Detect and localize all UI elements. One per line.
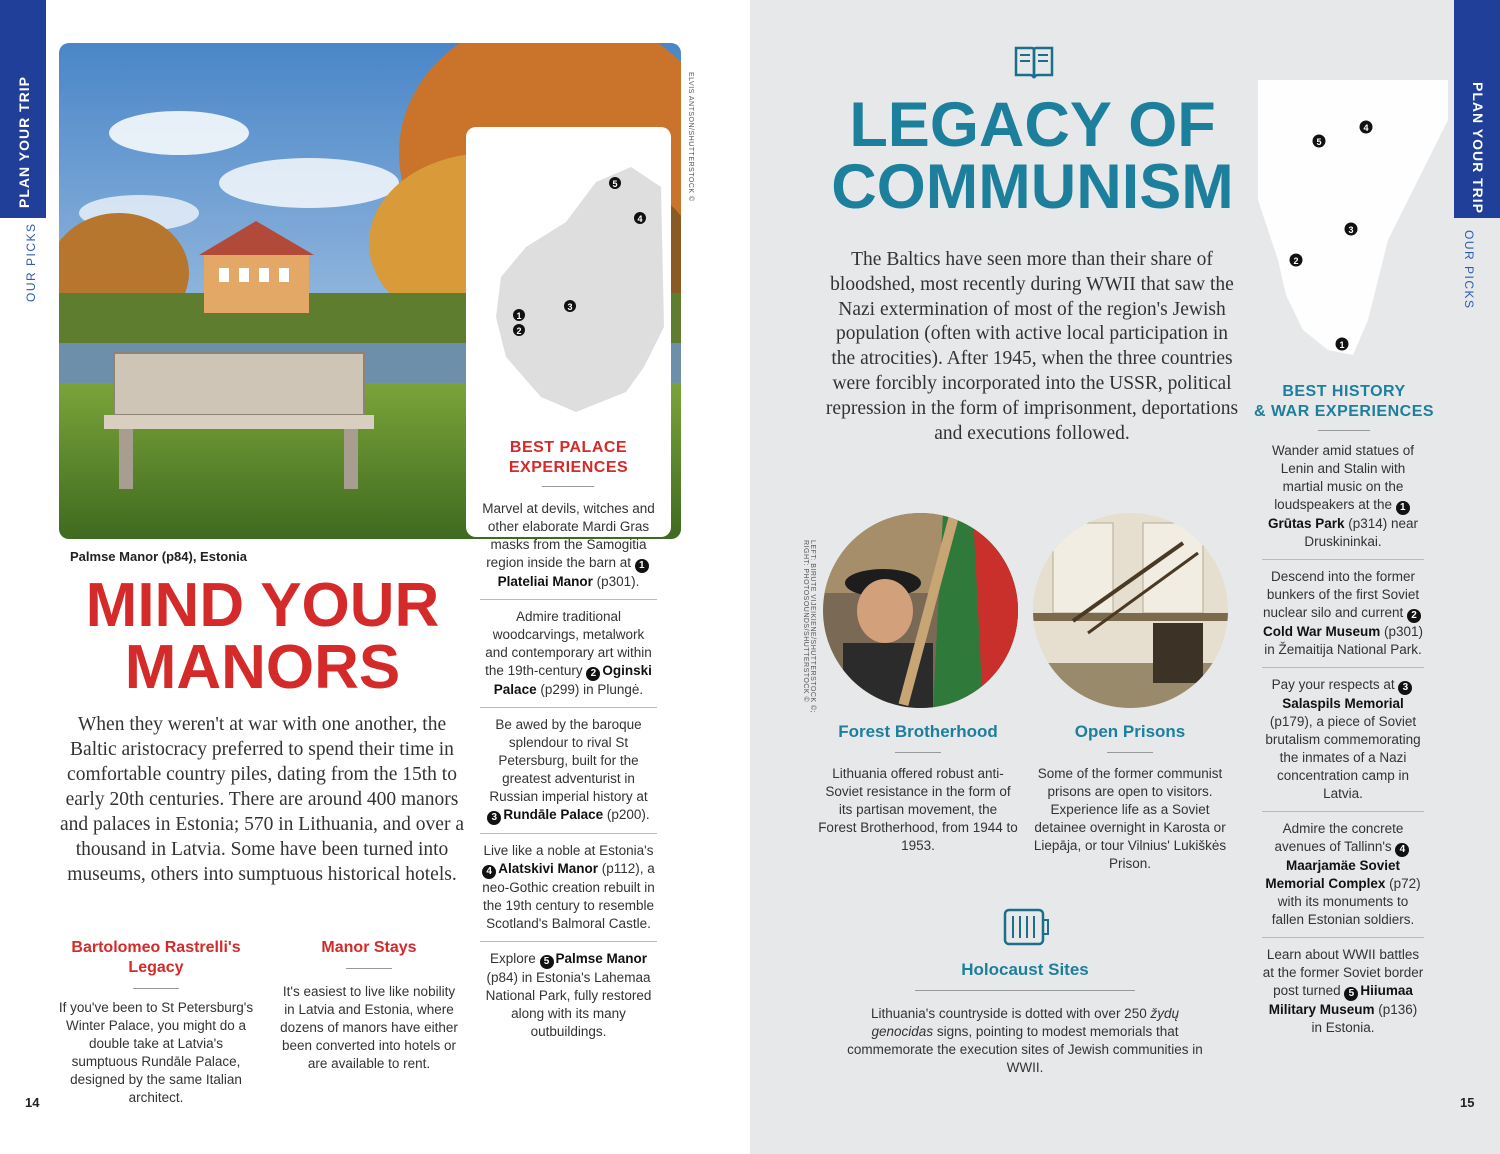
manor-stays-title: Manor Stays (321, 939, 417, 956)
page-number: 15 (1460, 1095, 1475, 1110)
pick-number-badge: 4 (1395, 843, 1409, 857)
photo-caption: Palmse Manor (p84), Estonia (70, 549, 247, 564)
pick-item (1262, 667, 1424, 811)
map-marker-2: 2 (516, 326, 522, 336)
pick-place-name: Plateliai Manor (497, 574, 593, 589)
pick-number-badge: 5 (1344, 987, 1358, 1001)
pick-text: (p84) in Estonia's Lahemaa National Park, fully restored along with its many outbuildings. (485, 970, 652, 1039)
rastrelli-title: Bartolomeo Rastrelli's Legacy (71, 939, 241, 976)
baltic-map (1258, 80, 1448, 370)
pick-number-badge: 2 (1407, 609, 1421, 623)
pick-place-name: Palmse Manor (555, 951, 648, 966)
page-title: MIND YOUR MANORS (85, 571, 440, 702)
map-marker-3: 3 (567, 302, 573, 312)
manor-stays-box (276, 938, 462, 1073)
pick-text: Admire the concrete avenues of Tallinn's (1274, 821, 1404, 854)
pick-text: Live like a noble at Estonia's (483, 843, 654, 858)
map-marker-4: 4 (1363, 123, 1369, 133)
pick-text: (p301). (596, 574, 640, 589)
right-page (750, 0, 1500, 1154)
pick-item (480, 492, 657, 599)
pick-number-badge: 5 (540, 955, 554, 969)
pick-text: (p200). (606, 807, 650, 822)
page-number: 14 (25, 1095, 40, 1110)
open-book-icon (1012, 42, 1056, 87)
page-title: LEGACY OF COMMUNISM (831, 90, 1234, 222)
pick-number-badge: 4 (482, 865, 496, 879)
pick-text: Pay your respects at (1271, 677, 1395, 692)
holocaust-sites-text: Lithuania's countryside is dotted with over 250 žydų genocidas signs, pointing to modest memorials that commemorate the execution sites of Jewish communities in WWII. (847, 1006, 1203, 1075)
forest-brotherhood-text: Lithuania offered robust anti-Soviet resistance in the form of its partisan movement, the Forest Brotherhood, from 1944 to 1953. (818, 766, 1018, 853)
pick-place-name: Hiiumaa Military Museum (1268, 983, 1413, 1017)
pick-text: Explore (489, 951, 536, 966)
memorial-icon (1002, 906, 1050, 953)
holocaust-sites-box (840, 960, 1210, 1077)
intro-paragraph: When they weren't at war with one another, the Baltic aristocracy preferred to spend their time in comfortable country piles, dating from the 15th to early 20th centuries. There are around 400 manors and palaces in Estonia; 570 in Lithuania, and over a thousand in Latvia. Some have been turned into museums, others into sumptuous historical hotels. (60, 714, 464, 885)
pick-text: Descend into the former bunkers of the first Soviet nuclear silo and current (1262, 569, 1420, 620)
plan-your-trip-tab[interactable] (1454, 0, 1500, 218)
rastrelli-box (56, 938, 256, 1107)
tab-label: PLAN YOUR TRIP (1470, 82, 1486, 214)
pick-text: Wander amid statues of Lenin and Stalin with martial music on the loudspeakers at the (1271, 443, 1415, 512)
open-prisons-title: Open Prisons (1074, 722, 1186, 741)
baltic-map (466, 127, 671, 427)
pick-place-name: Oginski Palace (493, 663, 652, 697)
manor-stays-text: It's easiest to live like nobility in Latvia and Estonia, where dozens of manors have either been converted into hotels or are available to rent. (280, 984, 458, 1071)
pick-item (480, 941, 657, 1049)
pick-place-name: Salaspils Memorial (1282, 696, 1404, 711)
map-marker-1: 1 (1339, 340, 1345, 350)
pick-text: Marvel at devils, witches and other elaborate Mardi Gras masks from the Samogitia region inside the barn at (482, 501, 655, 570)
pick-text: (p136) in Estonia. (1311, 1002, 1418, 1035)
pick-place-name: Cold War Museum (1262, 624, 1381, 639)
open-prisons-text: Some of the former communist prisons are open to visitors. Experience life as a Soviet detainee overnight in Karosta or Liepāja, or tour Vilnius' Lukiškės Prison. (1033, 766, 1227, 871)
map-marker-3: 3 (1348, 225, 1354, 235)
open-prisons-box (1030, 722, 1230, 873)
pick-place-name: Grūtas Park (1267, 516, 1345, 531)
map-marker-1: 1 (516, 311, 522, 321)
map-marker-5: 5 (612, 179, 618, 189)
pick-text: (p299) in Plungė. (540, 682, 644, 697)
photo-credit: LEFT: BIRUTE VIJEIKIENE/SHUTTERSTOCK ©; RIGHT: PHOTOSOUNDS/SHUTTERSTOCK © (802, 540, 816, 714)
intro-paragraph: The Baltics have seen more than their share of bloodshed, most recently during WWII that saw the Nazi extermination of most of the region's Jewish population (often with active local participation in the atrocities). After 1945, when the three countries were forcibly incorporated into the USSR, political repression in the form of imprisonment, deportations and executions followed. (825, 249, 1239, 444)
map-marker-4: 4 (637, 214, 643, 224)
palace-sidebar-heading: BEST PALACE EXPERIENCES (508, 439, 629, 476)
map-marker-2: 2 (1293, 256, 1299, 266)
pick-number-badge: 2 (586, 667, 600, 681)
pick-item (1262, 559, 1424, 667)
pick-item (480, 707, 657, 833)
pick-text: (p179), a piece of Soviet brutalism commemorating the inmates of a Nazi concentration camp in Latvia. (1265, 714, 1421, 801)
open-prisons-photo (1033, 513, 1228, 708)
tab-label: PLAN YOUR TRIP (16, 76, 32, 208)
pick-item (1262, 811, 1424, 937)
forest-brotherhood-photo (823, 513, 1018, 708)
pick-number-badge: 1 (635, 559, 649, 573)
history-sidebar-heading: BEST HISTORY & WAR EXPERIENCES (1253, 383, 1435, 420)
pick-text: (p314) near Druskininkai. (1304, 516, 1419, 549)
pick-text: Admire traditional woodcarvings, metalwork and contemporary art within the 19th-century (485, 609, 652, 678)
palace-picks-list (480, 492, 657, 1049)
plan-your-trip-tab[interactable] (0, 0, 46, 218)
map-marker-5: 5 (1316, 137, 1322, 147)
our-picks-label: OUR PICKS (24, 222, 38, 302)
pick-text: (p72) with its monuments to fallen Estonian soldiers. (1271, 876, 1421, 927)
pick-text: (p112), a neo-Gothic creation rebuilt in the 19th century to resemble Scotland's Balmoral Castle. (482, 861, 655, 931)
pick-text: Be awed by the baroque splendour to rival St Petersburg, built for the greatest adventurist in Russian imperial history at (489, 717, 648, 804)
rastrelli-text: If you've been to St Petersburg's Winter Palace, you might do a double take at Latvia's sumptuous Rundāle Palace, designed by the same Italian architect. (58, 1000, 254, 1105)
pick-item (480, 833, 657, 941)
history-picks-list (1262, 434, 1424, 1045)
pick-place-name: Maarjamäe Soviet Memorial Complex (1265, 858, 1401, 891)
pick-item (480, 599, 657, 707)
holocaust-sites-title: Holocaust Sites (961, 960, 1089, 979)
forest-brotherhood-box (818, 722, 1018, 855)
forest-brotherhood-title: Forest Brotherhood (838, 722, 998, 741)
pick-item (1262, 937, 1424, 1045)
pick-number-badge: 3 (487, 811, 501, 825)
pick-item (1262, 434, 1424, 559)
pick-place-name: Rundāle Palace (503, 807, 604, 822)
photo-credit: ELVIS ANTSON/SHUTTERSTOCK © (687, 72, 694, 202)
pick-place-name: Alatskivi Manor (498, 861, 598, 876)
pick-text: (p301) in Žemaitija National Park. (1264, 624, 1424, 657)
pick-number-badge: 1 (1396, 501, 1410, 515)
pick-text: Learn about WWII battles at the former Soviet border post turned (1262, 947, 1424, 998)
pick-number-badge: 3 (1398, 681, 1412, 695)
our-picks-label: OUR PICKS (1462, 230, 1476, 310)
